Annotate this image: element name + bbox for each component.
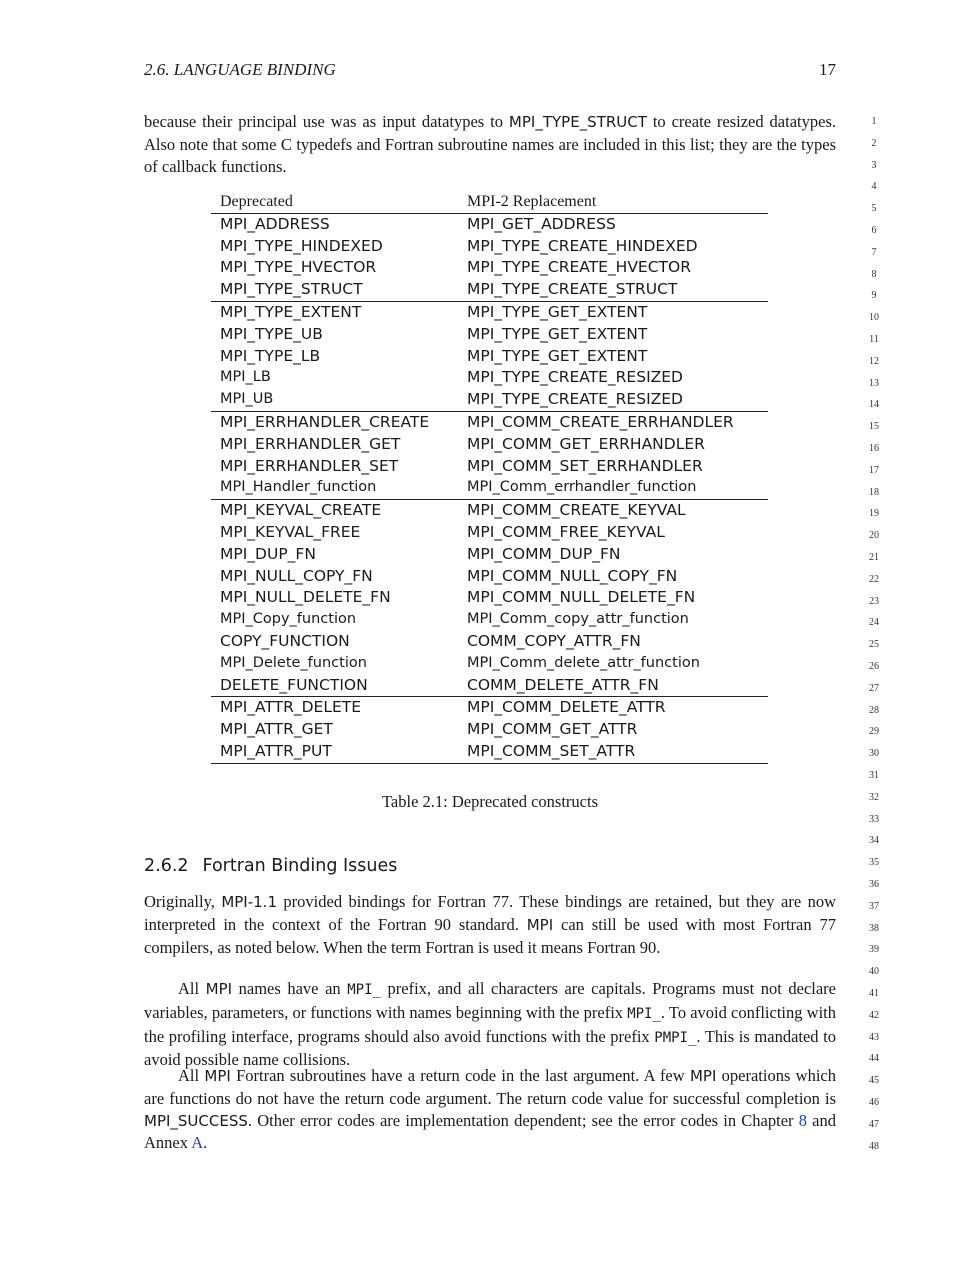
replacement-cell: COMM_DELETE_ATTR_FN xyxy=(467,675,659,694)
line-number: 28 xyxy=(869,704,879,716)
line-number: 27 xyxy=(869,682,879,694)
paragraph-fortran-intro xyxy=(144,891,836,958)
term: MPI-1.1 xyxy=(221,893,277,911)
replacement-cell: MPI_COMM_GET_ERRHANDLER xyxy=(467,434,705,453)
line-number: 9 xyxy=(871,290,877,302)
line-number: 44 xyxy=(869,1053,879,1065)
line-number: 11 xyxy=(869,334,879,345)
table-row xyxy=(211,257,768,279)
text: All xyxy=(178,979,206,998)
text: All xyxy=(178,1066,205,1085)
line-number: 40 xyxy=(869,966,879,978)
table-row xyxy=(211,477,768,499)
deprecated-cell: MPI_TYPE_HINDEXED xyxy=(220,236,383,255)
deprecated-cell: MPI_Handler_function xyxy=(220,479,377,496)
page-number: 17 xyxy=(819,60,836,79)
line-number: 30 xyxy=(869,748,879,760)
text: because their principal use was as input datatypes to xyxy=(144,112,509,131)
deprecated-constructs-table xyxy=(211,191,768,764)
line-number: 15 xyxy=(869,421,879,433)
line-number: 37 xyxy=(869,900,879,912)
table-row xyxy=(211,587,768,609)
line-number: 34 xyxy=(869,835,879,847)
deprecated-cell: MPI_ATTR_PUT xyxy=(211,741,458,763)
replacement-cell: MPI_COMM_SET_ATTR xyxy=(458,741,768,763)
deprecated-cell: MPI_ERRHANDLER_SET xyxy=(220,456,399,475)
replacement-cell: MPI_TYPE_CREATE_HVECTOR xyxy=(467,258,691,277)
deprecated-cell: DELETE_FUNCTION xyxy=(220,675,368,694)
table-row xyxy=(211,522,768,544)
text: and Annex xyxy=(144,1110,837,1153)
line-number: 4 xyxy=(871,181,877,193)
deprecated-cell: MPI_NULL_COPY_FN xyxy=(220,566,373,585)
column-header-replacement: MPI-2 Replacement xyxy=(458,191,768,213)
replacement-cell: MPI_TYPE_GET_EXTENT xyxy=(458,301,768,323)
replacement-cell: MPI_COMM_CREATE_KEYVAL xyxy=(458,500,768,522)
section-heading xyxy=(144,856,397,876)
replacement-cell: MPI_Comm_delete_attr_function xyxy=(467,654,700,671)
line-number: 36 xyxy=(869,879,879,890)
line-number: 10 xyxy=(869,312,879,324)
table-row xyxy=(211,389,768,411)
text: . Other error codes are implementation dependent; see the error codes in Chapter xyxy=(247,1110,799,1130)
term: MPI xyxy=(526,915,554,934)
replacement-cell: MPI_COMM_NULL_DELETE_FN xyxy=(467,588,696,607)
deprecated-cell: MPI_TYPE_UB xyxy=(220,324,323,343)
deprecated-cell: MPI_Delete_function xyxy=(220,654,367,671)
replacement-cell: MPI_TYPE_GET_EXTENT xyxy=(467,324,648,343)
deprecated-cell: MPI_ERRHANDLER_CREATE xyxy=(211,411,458,433)
replacement-cell: MPI_Comm_copy_attr_function xyxy=(467,611,689,628)
code-term: MPI_SUCCESS xyxy=(144,1111,248,1130)
line-number: 42 xyxy=(869,1009,879,1021)
line-number: 7 xyxy=(871,246,877,258)
column-header-deprecated: Deprecated xyxy=(211,191,458,213)
deprecated-cell: MPI_DUP_FN xyxy=(220,544,316,563)
term: MPI xyxy=(205,980,233,998)
line-number: 48 xyxy=(869,1140,879,1152)
replacement-cell: MPI_COMM_NULL_COPY_FN xyxy=(467,566,678,585)
line-number: 19 xyxy=(869,508,879,520)
text: provided bindings for Fortran 77. These bindings are retained, but they are now interpreted in the context of the Fortran 90 standard. xyxy=(144,892,836,934)
term: MPI xyxy=(204,1067,231,1085)
line-number: 13 xyxy=(869,377,879,389)
line-number: 17 xyxy=(869,464,879,476)
line-number: 16 xyxy=(869,443,879,454)
replacement-cell: MPI_COMM_DELETE_ATTR xyxy=(458,697,768,719)
line-number: 46 xyxy=(869,1097,879,1108)
text: . To avoid conflicting with the profiling interface, programs should also avoid functions with the prefix xyxy=(144,1002,836,1046)
replacement-cell: COMM_COPY_ATTR_FN xyxy=(467,631,641,650)
replacement-cell: MPI_TYPE_CREATE_HINDEXED xyxy=(467,236,698,255)
code-term: MPI_ xyxy=(627,1005,661,1022)
annex-a-link[interactable]: A xyxy=(191,1133,204,1153)
table-row xyxy=(211,697,768,719)
table-row xyxy=(211,213,768,235)
line-number: 8 xyxy=(871,268,877,280)
table-caption: Table 2.1: Deprecated constructs xyxy=(381,792,598,811)
deprecated-cell: MPI_TYPE_STRUCT xyxy=(220,280,363,299)
text: to create resized datatypes. Also note that some C typedefs and Fortran subroutine names are included in this list; they are the types of callback functions. xyxy=(144,112,836,176)
text: . xyxy=(203,1133,208,1153)
line-number: 12 xyxy=(869,355,879,367)
replacement-cell: MPI_COMM_DUP_FN xyxy=(467,544,621,563)
table-row xyxy=(211,500,768,522)
replacement-cell: MPI_TYPE_CREATE_STRUCT xyxy=(467,280,678,299)
table-row xyxy=(211,301,768,323)
table-row xyxy=(211,653,768,675)
line-number: 18 xyxy=(869,486,879,498)
table-row xyxy=(211,631,768,653)
line-number: 21 xyxy=(869,552,879,563)
replacement-cell: MPI_COMM_SET_ERRHANDLER xyxy=(467,456,703,475)
table-row xyxy=(211,456,768,478)
line-number: 6 xyxy=(871,225,877,236)
line-number: 1 xyxy=(871,116,877,127)
code-term: MPI_ xyxy=(347,982,381,998)
line-number: 39 xyxy=(869,944,879,956)
table-row xyxy=(211,609,768,631)
table-row xyxy=(211,675,768,697)
deprecated-cell: MPI_TYPE_HVECTOR xyxy=(220,258,377,277)
replacement-cell: MPI_TYPE_GET_EXTENT xyxy=(467,346,648,365)
text: can still be used with most Fortran 77 compilers, as noted below. When the term Fortran is used it means Fortran 90. xyxy=(144,914,836,957)
table-header-row xyxy=(211,191,768,213)
text: prefix, and all characters are capitals. Programs must not declare variables, parameters, or functions with names beginning with the prefix xyxy=(144,979,836,1022)
line-number: 32 xyxy=(869,791,879,803)
table-row xyxy=(211,324,768,346)
line-number: 31 xyxy=(869,770,879,781)
intro-paragraph xyxy=(144,111,836,177)
running-head xyxy=(144,60,836,84)
deprecated-cell: MPI_LB xyxy=(220,369,271,386)
line-number: 47 xyxy=(869,1118,879,1130)
line-number: 22 xyxy=(869,573,879,585)
paragraph-return-code xyxy=(144,1065,836,1154)
code-term: PMPI_ xyxy=(654,1029,697,1046)
line-number: 20 xyxy=(869,530,879,542)
line-number: 41 xyxy=(869,988,879,999)
deprecated-cell: MPI_ATTR_GET xyxy=(220,720,333,739)
line-number: 23 xyxy=(869,595,879,607)
deprecated-cell: MPI_ATTR_DELETE xyxy=(211,697,458,719)
running-head-title: 2.6. LANGUAGE BINDING xyxy=(144,60,336,79)
table-row xyxy=(211,719,768,741)
deprecated-cell: MPI_KEYVAL_CREATE xyxy=(211,500,458,522)
text: Fortran subroutines have a return code in the last argument. A few xyxy=(230,1066,690,1085)
replacement-cell: MPI_COMM_GET_ATTR xyxy=(467,720,638,739)
line-number: 26 xyxy=(869,661,879,672)
line-number: 2 xyxy=(871,137,877,149)
line-number: 45 xyxy=(869,1075,879,1087)
table-row xyxy=(211,411,768,433)
line-number: 35 xyxy=(869,857,879,869)
section-number: 2.6.2 xyxy=(144,856,189,876)
deprecated-cell: MPI_UB xyxy=(220,391,274,408)
text: Originally, xyxy=(144,892,222,911)
line-number: 24 xyxy=(869,617,879,629)
text: operations which are functions do not have the return code argument. The return code value for successful completion is xyxy=(144,1066,836,1108)
replacement-cell: MPI_Comm_errhandler_function xyxy=(467,479,697,496)
deprecated-cell: MPI_NULL_DELETE_FN xyxy=(220,588,391,607)
table-row xyxy=(211,346,768,368)
replacement-cell: MPI_GET_ADDRESS xyxy=(467,214,616,233)
line-number: 25 xyxy=(869,639,879,651)
term: MPI xyxy=(689,1067,717,1085)
chapter-8-link[interactable]: 8 xyxy=(798,1110,807,1130)
replacement-cell: MPI_COMM_FREE_KEYVAL xyxy=(467,522,665,541)
paragraph-prefix xyxy=(144,978,836,1071)
table-row xyxy=(211,434,768,456)
deprecated-cell: MPI_KEYVAL_FREE xyxy=(220,522,361,541)
deprecated-cell: MPI_TYPE_LB xyxy=(220,346,321,365)
line-number: 43 xyxy=(869,1031,879,1043)
table-row xyxy=(211,741,768,763)
text: . This is mandated to avoid possible name collisions. xyxy=(144,1026,836,1070)
deprecated-cell: MPI_ERRHANDLER_GET xyxy=(220,434,401,453)
deprecated-cell: MPI_Copy_function xyxy=(220,611,357,628)
text: names have an xyxy=(232,979,348,998)
section-title: Fortran Binding Issues xyxy=(202,856,398,876)
deprecated-cell: MPI_TYPE_EXTENT xyxy=(211,301,458,323)
replacement-cell: MPI_TYPE_CREATE_RESIZED xyxy=(467,390,683,409)
replacement-cell: MPI_COMM_CREATE_ERRHANDLER xyxy=(458,411,768,433)
table-row xyxy=(211,279,768,301)
code-term: MPI_TYPE_STRUCT xyxy=(508,113,647,131)
table-body xyxy=(211,213,768,763)
line-number: 3 xyxy=(871,159,877,171)
line-number: 29 xyxy=(869,726,879,738)
table-row xyxy=(211,544,768,566)
line-number: 38 xyxy=(869,922,879,934)
table-row xyxy=(211,236,768,258)
table-row xyxy=(211,566,768,588)
deprecated-cell: COPY_FUNCTION xyxy=(220,631,350,650)
line-number: 5 xyxy=(871,203,877,215)
line-number: 14 xyxy=(869,399,879,411)
replacement-cell: MPI_TYPE_CREATE_RESIZED xyxy=(467,368,683,387)
deprecated-cell: MPI_ADDRESS xyxy=(220,214,330,233)
line-number: 33 xyxy=(869,813,879,825)
table-row xyxy=(211,367,768,389)
